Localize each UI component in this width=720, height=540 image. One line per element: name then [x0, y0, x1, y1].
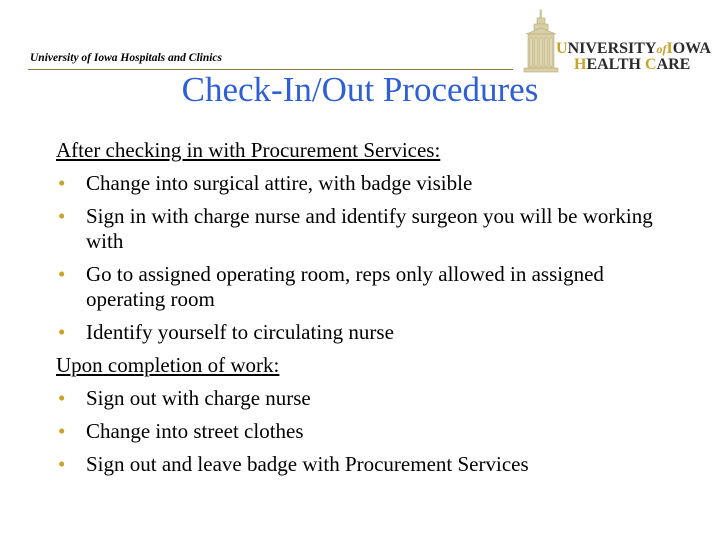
list-item	[56, 452, 676, 477]
list-item-text: Sign out with charge nurse	[86, 386, 311, 410]
slide-content	[56, 138, 676, 485]
bullet-icon: •	[58, 386, 66, 410]
list-item-text: Go to assigned operating room, reps only allowed in assigned operating room	[86, 262, 604, 311]
section-check-in	[56, 138, 676, 345]
bullet-icon: •	[58, 171, 66, 195]
section-heading-check-in: After checking in with Procurement Services:	[56, 138, 441, 162]
bullet-icon: •	[58, 419, 66, 443]
list-item	[56, 419, 676, 444]
list-item-text: Identify yourself to circulating nurse	[86, 320, 394, 344]
slide-title: Check-In/Out Procedures	[181, 70, 539, 109]
bullet-icon: •	[58, 262, 66, 286]
list-item-text: Sign in with charge nurse and identify surgeon you will be working with	[86, 204, 653, 253]
list-item-text: Sign out and leave badge with Procurement Services	[86, 452, 529, 476]
logo-line-2: HEALTH CARE	[574, 56, 691, 73]
section-heading-check-out: Upon completion of work:	[56, 353, 280, 377]
check-out-bullet-list	[56, 386, 676, 477]
check-in-bullet-list	[56, 171, 676, 345]
logo-line-1: UNIVERSITYofIOWA	[556, 40, 711, 57]
bullet-icon: •	[58, 204, 66, 228]
list-item	[56, 386, 676, 411]
list-item-text: Change into street clothes	[86, 419, 304, 443]
section-check-out	[56, 353, 676, 477]
list-item-text: Change into surgical attire, with badge visible	[86, 171, 473, 195]
old-capitol-building-icon	[524, 10, 558, 72]
list-item	[56, 262, 676, 312]
bullet-icon: •	[58, 452, 66, 476]
bullet-icon: •	[58, 320, 66, 344]
list-item	[56, 320, 676, 345]
list-item	[56, 171, 676, 196]
org-name: University of Iowa Hospitals and Clinics	[30, 52, 223, 64]
list-item	[56, 204, 676, 254]
